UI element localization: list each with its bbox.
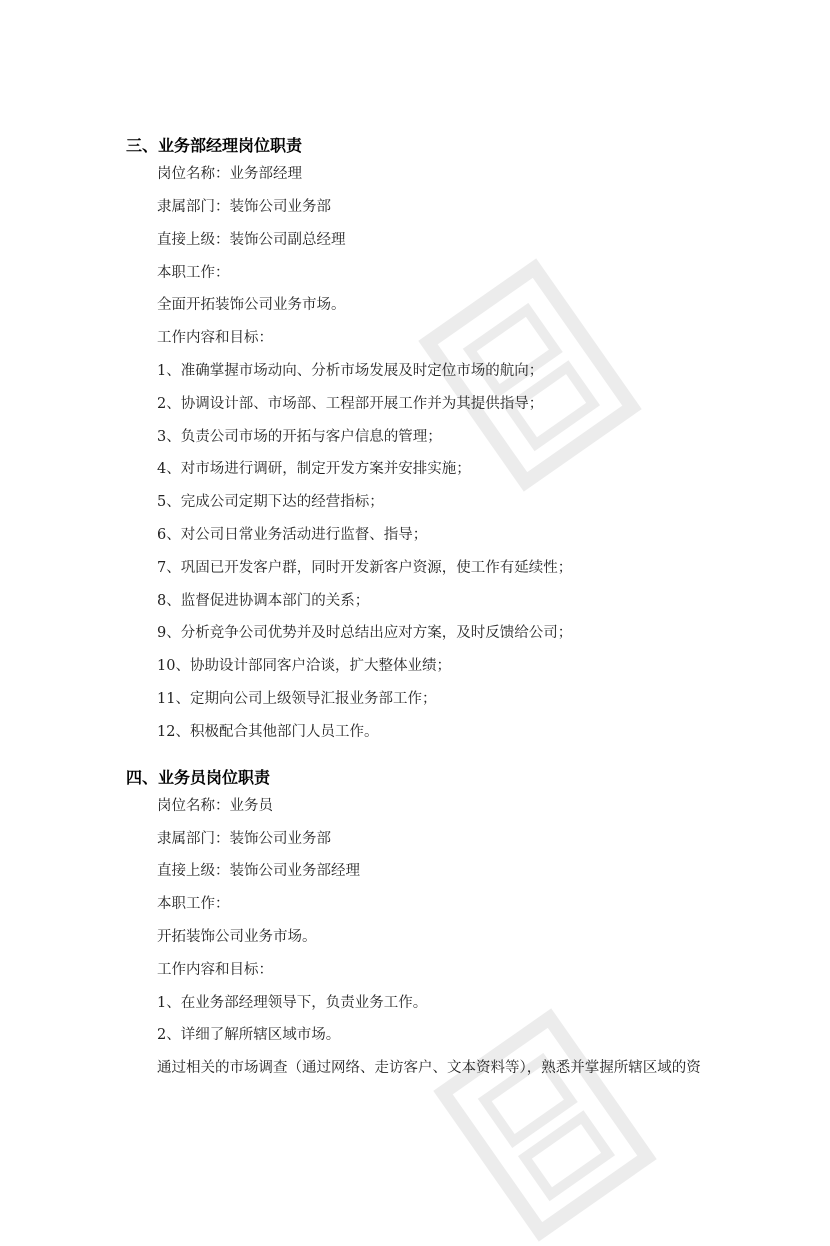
section3-list-item: 11、定期向公司上级领导汇报业务部工作；: [157, 691, 437, 707]
section4-line: 工作内容和目标：: [157, 962, 273, 978]
section3-list-item: 7、巩固已开发客户群，同时开发新客户资源，使工作有延续性；: [157, 560, 573, 576]
section3-line: 全面开拓装饰公司业务市场。: [157, 297, 346, 313]
section3-line: 工作内容和目标：: [157, 330, 273, 346]
section3-list-item: 6、对公司日常业务活动进行监督、指导；: [157, 527, 428, 543]
section3-list-item: 2、协调设计部、市场部、工程部开展工作并为其提供指导；: [157, 396, 544, 412]
section3-line: 岗位名称：业务部经理: [157, 166, 302, 182]
section-heading-4: 四、业务员岗位职责: [126, 768, 271, 787]
section4-line: 隶属部门：装饰公司业务部: [157, 831, 331, 847]
section4-list-item: 2、详细了解所辖区域市场。: [157, 1027, 341, 1043]
section4-line: 岗位名称：业务员: [157, 798, 273, 814]
watermark-icon: [429, 1004, 661, 1246]
section3-list-item: 8、监督促进协调本部门的关系；: [157, 593, 370, 609]
section-heading-3: 三、业务部经理岗位职责: [126, 136, 303, 155]
section4-list-item: 1、在业务部经理领导下，负责业务工作。: [157, 995, 428, 1011]
section3-list-item: 12、积极配合其他部门人员工作。: [157, 724, 379, 740]
section3-list-item: 9、分析竞争公司优势并及时总结出应对方案，及时反馈给公司；: [157, 625, 573, 641]
section4-paragraph: 通过相关的市场调查（通过网络、走访客户、文本资料等），熟悉并掌握所辖区域的资: [157, 1060, 701, 1076]
section3-list-item: 3、负责公司市场的开拓与客户信息的管理；: [157, 429, 442, 445]
section4-line: 直接上级：装饰公司业务部经理: [157, 863, 360, 879]
section4-line: 本职工作：: [157, 896, 230, 912]
section3-list-item: 4、对市场进行调研，制定开发方案并安排实施；: [157, 461, 471, 477]
section3-list-item: 5、完成公司定期下达的经营指标；: [157, 494, 384, 510]
section3-line: 隶属部门：装饰公司业务部: [157, 199, 331, 215]
section3-list-item: 10、协助设计部同客户洽谈，扩大整体业绩；: [157, 658, 451, 674]
section3-list-item: 1、准确掌握市场动向、分析市场发展及时定位市场的航向；: [157, 363, 544, 379]
section3-line: 本职工作：: [157, 265, 230, 281]
section4-line: 开拓装饰公司业务市场。: [157, 929, 317, 945]
section3-line: 直接上级：装饰公司副总经理: [157, 232, 346, 248]
